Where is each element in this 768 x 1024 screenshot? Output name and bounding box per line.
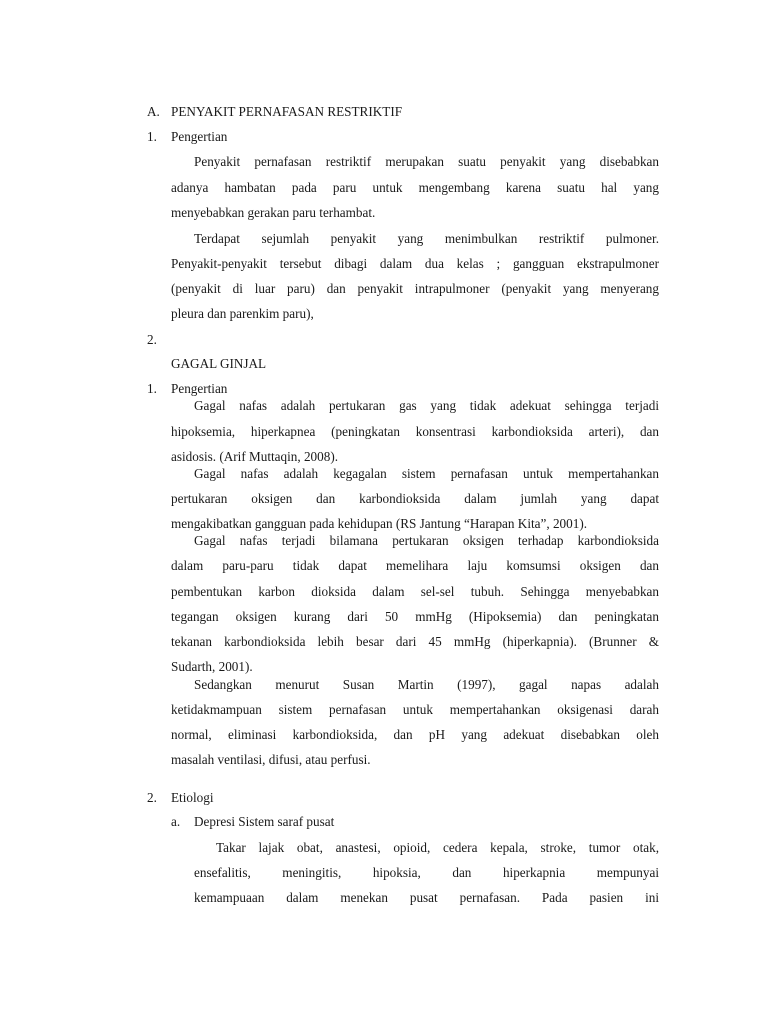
- para2-line: pleura dan parenkim paru),: [171, 306, 314, 321]
- para5-line: tegangan oksigen kurang dari 50 mmHg (Hipoksemia) dan peningkatan: [171, 609, 659, 624]
- para3-line: asidosis. (Arif Muttaqin, 2008).: [171, 449, 339, 464]
- para4-line: pertukaran oksigen dan karbondioksida dalam jumlah yang dapat: [171, 491, 659, 506]
- para7-line: Takar lajak obat, anastesi, opioid, cedera kepala, stroke, tumor otak,: [216, 840, 659, 855]
- empty-item-2-marker: 2.: [147, 332, 157, 347]
- heading-a-marker: A.: [147, 104, 160, 119]
- pengertian-1-marker: 1.: [147, 129, 157, 144]
- sub-a-marker: a.: [171, 814, 181, 829]
- para6-line: Sedangkan menurut Susan Martin (1997), gagal napas adalah: [194, 677, 659, 692]
- heading-b-title: GAGAL GINJAL: [171, 356, 267, 371]
- para6-line: masalah ventilasi, difusi, atau perfusi.: [171, 752, 371, 767]
- pengertian-2-marker: 1.: [147, 381, 157, 396]
- para2-line: Penyakit-penyakit tersebut dibagi dalam dua kelas ; gangguan ekstrapulmoner: [171, 256, 659, 271]
- para4-line: mengakibatkan gangguan pada kehidupan (RS Jantung “Harapan Kita”, 2001).: [171, 516, 588, 531]
- etiologi-title: Etiologi: [171, 790, 214, 805]
- pengertian-1-title: Pengertian: [171, 129, 228, 144]
- para3-line: hipoksemia, hiperkapnea (peningkatan konsentrasi karbondioksida arteri), dan: [171, 424, 659, 439]
- para4-line: Gagal nafas adalah kegagalan sistem pernafasan untuk mempertahankan: [194, 466, 659, 481]
- para5-line: Sudarth, 2001).: [171, 659, 253, 674]
- para5-line: pembentukan karbon dioksida dalam sel-sel tubuh. Sehingga menyebabkan: [171, 584, 659, 599]
- para1-line: menyebabkan gerakan paru terhambat.: [171, 205, 376, 220]
- para5-line: tekanan karbondioksida lebih besar dari 45 mmHg (hiperkapnia). (Brunner &: [171, 634, 659, 649]
- para2-line: Terdapat sejumlah penyakit yang menimbulkan restriktif pulmoner.: [194, 231, 659, 246]
- para5-line: dalam paru-paru tidak dapat memelihara laju komsumsi oksigen dan: [171, 558, 659, 573]
- para6-line: ketidakmampuan sistem pernafasan untuk mempertahankan oksigenasi darah: [171, 702, 659, 717]
- para6-line: normal, eliminasi karbondioksida, dan pH yang adekuat disebabkan oleh: [171, 727, 659, 742]
- para7-line: kemampuaan dalam menekan pusat pernafasan. Pada pasien ini: [194, 890, 659, 905]
- etiologi-marker: 2.: [147, 790, 157, 805]
- para1-line: Penyakit pernafasan restriktif merupakan suatu penyakit yang disebabkan: [194, 154, 659, 169]
- para7-line: ensefalitis, meningitis, hipoksia, dan hiperkapnia mempunyai: [194, 865, 659, 880]
- sub-a-title: Depresi Sistem saraf pusat: [194, 814, 335, 829]
- para3-line: Gagal nafas adalah pertukaran gas yang tidak adekuat sehingga terjadi: [194, 398, 659, 413]
- pengertian-2-title: Pengertian: [171, 381, 228, 396]
- para5-line: Gagal nafas terjadi bilamana pertukaran oksigen terhadap karbondioksida: [194, 533, 659, 548]
- heading-a-title: PENYAKIT PERNAFASAN RESTRIKTIF: [171, 104, 403, 119]
- para1-line: adanya hambatan pada paru untuk mengembang karena suatu hal yang: [171, 180, 659, 195]
- para2-line: (penyakit di luar paru) dan penyakit intrapulmoner (penyakit yang menyerang: [171, 281, 659, 296]
